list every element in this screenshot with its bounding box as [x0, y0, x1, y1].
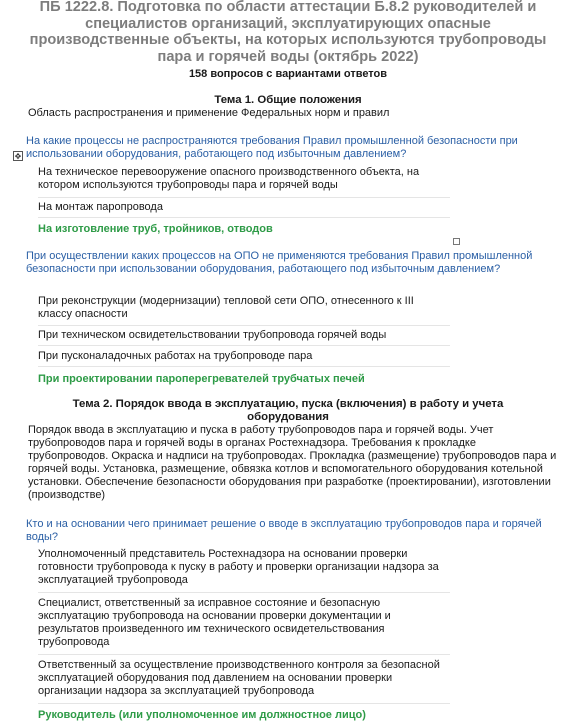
- question-3-answer-1: Уполномоченный представитель Ростехнадзора на основании проверки готовности трубопровода к пуску в работу и проверки организации надзора за эксплуатацией трубопровода: [38, 548, 450, 593]
- question-1-answer-2: На монтаж паропровода: [38, 201, 450, 218]
- table-resize-handle[interactable]: [453, 238, 460, 245]
- topic-2-title: Тема 2. Порядок ввода в эксплуатацию, пуска (включения) в работу и учета оборудования: [72, 398, 504, 423]
- question-2-answer-1: При реконструкции (модернизации) тепловой сети ОПО, отнесенного к III классу опасности: [38, 295, 450, 326]
- question-3-answer-3: Ответственный за осуществление производственного контроля за безопасной эксплуатацией оборудования под давлением на основании проверки организации надзора за эксплуатацией трубопровода: [38, 659, 450, 704]
- question-2-answer-2: При техническом освидетельствовании трубопровода горячей воды: [38, 329, 450, 346]
- question-1: На какие процессы не распространяются требования Правил промышленной безопасности при использовании оборудования, работающего под избыточным давлением?: [26, 135, 518, 160]
- question-2-answer-3: При пусконаладочных работах на трубопроводе пара: [38, 350, 450, 367]
- question-1-answer-1: На техническое перевооружение опасного производственного объекта, на котором используются трубопроводы пара и горячей воды: [38, 166, 450, 198]
- question-3-answer-2: Специалист, ответственный за исправное состояние и безопасную эксплуатацию трубопровода на основании проверки документации и результатов произведенного им технического освидетельствования трубопровода: [38, 597, 450, 655]
- question-2: При осуществлении каких процессов на ОПО не применяются требования Правил промышленной безопасности при использовании оборудования, работающего под избыточным давлением?: [26, 250, 533, 275]
- question-1-correct-answer: На изготовление труб, тройников, отводов: [38, 223, 273, 235]
- table-move-handle-icon[interactable]: ✥: [14, 152, 22, 161]
- question-3: Кто и на основании чего принимает решение о вводе в эксплуатацию трубопроводов пара и горячей воды?: [26, 518, 542, 543]
- question-3-correct-answer: Руководитель (или уполномоченное им должностное лицо): [38, 709, 366, 721]
- topic-1-title: Тема 1. Общие положения: [214, 94, 362, 106]
- topic-1-description: Область распространения и применение Федеральных норм и правил: [28, 107, 390, 119]
- document-subtitle: 158 вопросов с вариантами ответов: [188, 68, 388, 80]
- question-2-correct-answer: При проектировании пароперегревателей трубчатых печей: [38, 373, 365, 385]
- document-title: ПБ 1222.8. Подготовка по области аттестации Б.8.2 руководителей и специалистов организаций, эксплуатирующих опасные производственные объекты, на которых используются трубопроводы пара и горячей воды (октябрь 2022): [29, 0, 547, 65]
- topic-2-description: Порядок ввода в эксплуатацию и пуска в работу трубопроводов пара и горячей воды. Учет трубопроводов пара и горячей воды в органах Ростехнадзора. Требования к прокладке трубопроводов. Окраска и надписи на трубопроводах. Прокладка (размещение) трубопроводов пара и горячей воды. Установка, размещение, обвязка котлов и вспомогательного оборудования котельной установки. Обеспечение безопасности оборудования при разработке (проектировании), изготовлении (производстве): [28, 424, 557, 501]
